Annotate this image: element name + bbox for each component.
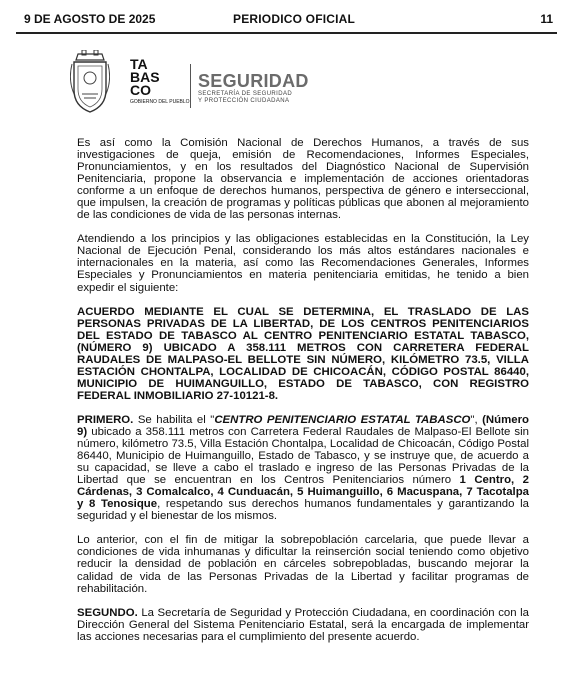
tabasco-line-3: CO [130, 82, 151, 98]
paragraph-primero [77, 414, 529, 522]
header-title: PERIODICO OFICIAL [233, 12, 356, 26]
header-rule [16, 32, 557, 34]
paragraph-cndh: Es así como la Comisión Nacional de Derechos Humanos, a través de sus investigaciones de queja, emisión de Recomendaciones, Informes Especiales, Pronunciamientos, y en los resultados del Diagnóstico Nacional de Supervisión Penitenciaria, propone la observancia e implementación de acciones orientadoras conforme a un enfoque de derechos humanos, perspectiva de género e interseccional, que impulsen, la creación de programas y políticas públicas que abonen al mejoramiento de las condiciones de vida de las personas internas. [77, 137, 529, 222]
coat-of-arms-icon [70, 50, 110, 114]
primero-number: (Número 9) [77, 413, 529, 438]
document-body [77, 137, 529, 643]
primero-centros-list: 1 Centro, 2 Cárdenas, 3 Comalcalco, 4 Cunduacán, 5 Huimanguillo, 6 Macuspana, 7 Tacotalpa y 8 Tenosique [77, 474, 529, 511]
seguridad-title: SEGURIDAD [198, 71, 309, 91]
paragraph-acuerdo-title: ACUERDO MEDIANTE EL CUAL SE DETERMINA, EL TRASLADO DE LAS PERSONAS PRIVADAS DE LA LIBERTAD, DE LOS CENTROS PENITENCIARIOS DEL ESTADO DE TABASCO AL CENTRO PENITENCIARIO ESTATAL TABASCO, (NÚMERO 9) UBICADO A 358.111 METROS CON CARRETERA FEDERAL RAUDALES DE MALPASO-EL BELLOTE SIN NÚMERO, KILÓMETRO 73.5, VILLA ESTACIÓN CHONTALPA, LOCALIDAD DE CHICOACÁN, CÓDIGO POSTAL 86440, MUNICIPIO DE HUIMANGUILLO, ESTADO DE TABASCO, CON REGISTRO FEDERAL INMOBILIARIO 27-10121-8. [77, 305, 529, 402]
seguridad-line-1: SECRETARÍA DE SEGURIDAD [198, 91, 293, 97]
tabasco-line-2: BAS [130, 69, 160, 85]
paragraph-atendiendo: Atendiendo a los principios y las obligaciones establecidas en la Constitución, la Ley Nacional de Ejecución Penal, considerando los más altos estándares nacionales e internacionales en la materia, así como las Recomendaciones Generales, Informes Especiales y Pronunciamientos en materia penitenciaria emitidas, he tenido a bien expedir el siguiente: [77, 233, 529, 294]
segundo-label: SEGUNDO. [77, 606, 138, 619]
page-number: 11 [540, 12, 553, 26]
paragraph-segundo [77, 607, 529, 643]
seguridad-line-2: Y PROTECCIÓN CIUDADANA [198, 98, 290, 104]
seguridad-logo [198, 72, 309, 105]
paragraph-lo-anterior: Lo anterior, con el fin de mitigar la sobrepoblación carcelaria, que puede llevar a condiciones de vida inhumanas y dificultar la reinserción social teniendo como objetivo reducir la densidad de población en cárceles sobrepobladas, buscando mejorar la calidad de vida de las Personas Privadas de la Libertad y facilitar programas de rehabilitación. [77, 534, 529, 595]
logo-divider [190, 64, 191, 108]
header-date: 9 DE AGOSTO DE 2025 [24, 12, 156, 26]
page-header [24, 12, 553, 26]
tabasco-tagline: GOBIERNO DEL PUEBLO [130, 99, 190, 105]
primero-text-c: ubicado a 358.111 metros con Carretera Federal Raudales de Malpaso-El Bellote sin número, kilómetro 73.5, Villa Estación Chontalpa, Localidad de Chicoacán, Código Postal 86440, Municipio de Huimanguillo, Estado de Tabasco, y se instruye que, de acuerdo a su capacidad, se lleve a cabo el traslado e ingreso de las Personas Privadas de la Libertad que se encuentran en los Centros Penitenciarios número [77, 425, 529, 487]
logo-block [70, 50, 320, 122]
primero-center-name: CENTRO PENITENCIARIO ESTATAL TABASCO [214, 413, 471, 426]
segundo-text: La Secretaría de Seguridad y Protección Ciudadana, en coordinación con la Dirección General del Sistema Penitenciario Estatal, será la encargada de implementar las acciones necesarias para el cumplimiento del presente acuerdo. [77, 606, 529, 643]
primero-text-b: ", [470, 413, 483, 426]
primero-text-d: , respetando sus derechos humanos fundamentales y garantizando la seguridad y el bienestar de los mismos. [77, 498, 529, 523]
primero-label: PRIMERO. [77, 413, 134, 426]
tabasco-logo [130, 58, 190, 105]
tabasco-line-1: TA [130, 56, 148, 72]
primero-text-a: Se habilita el " [133, 413, 215, 426]
